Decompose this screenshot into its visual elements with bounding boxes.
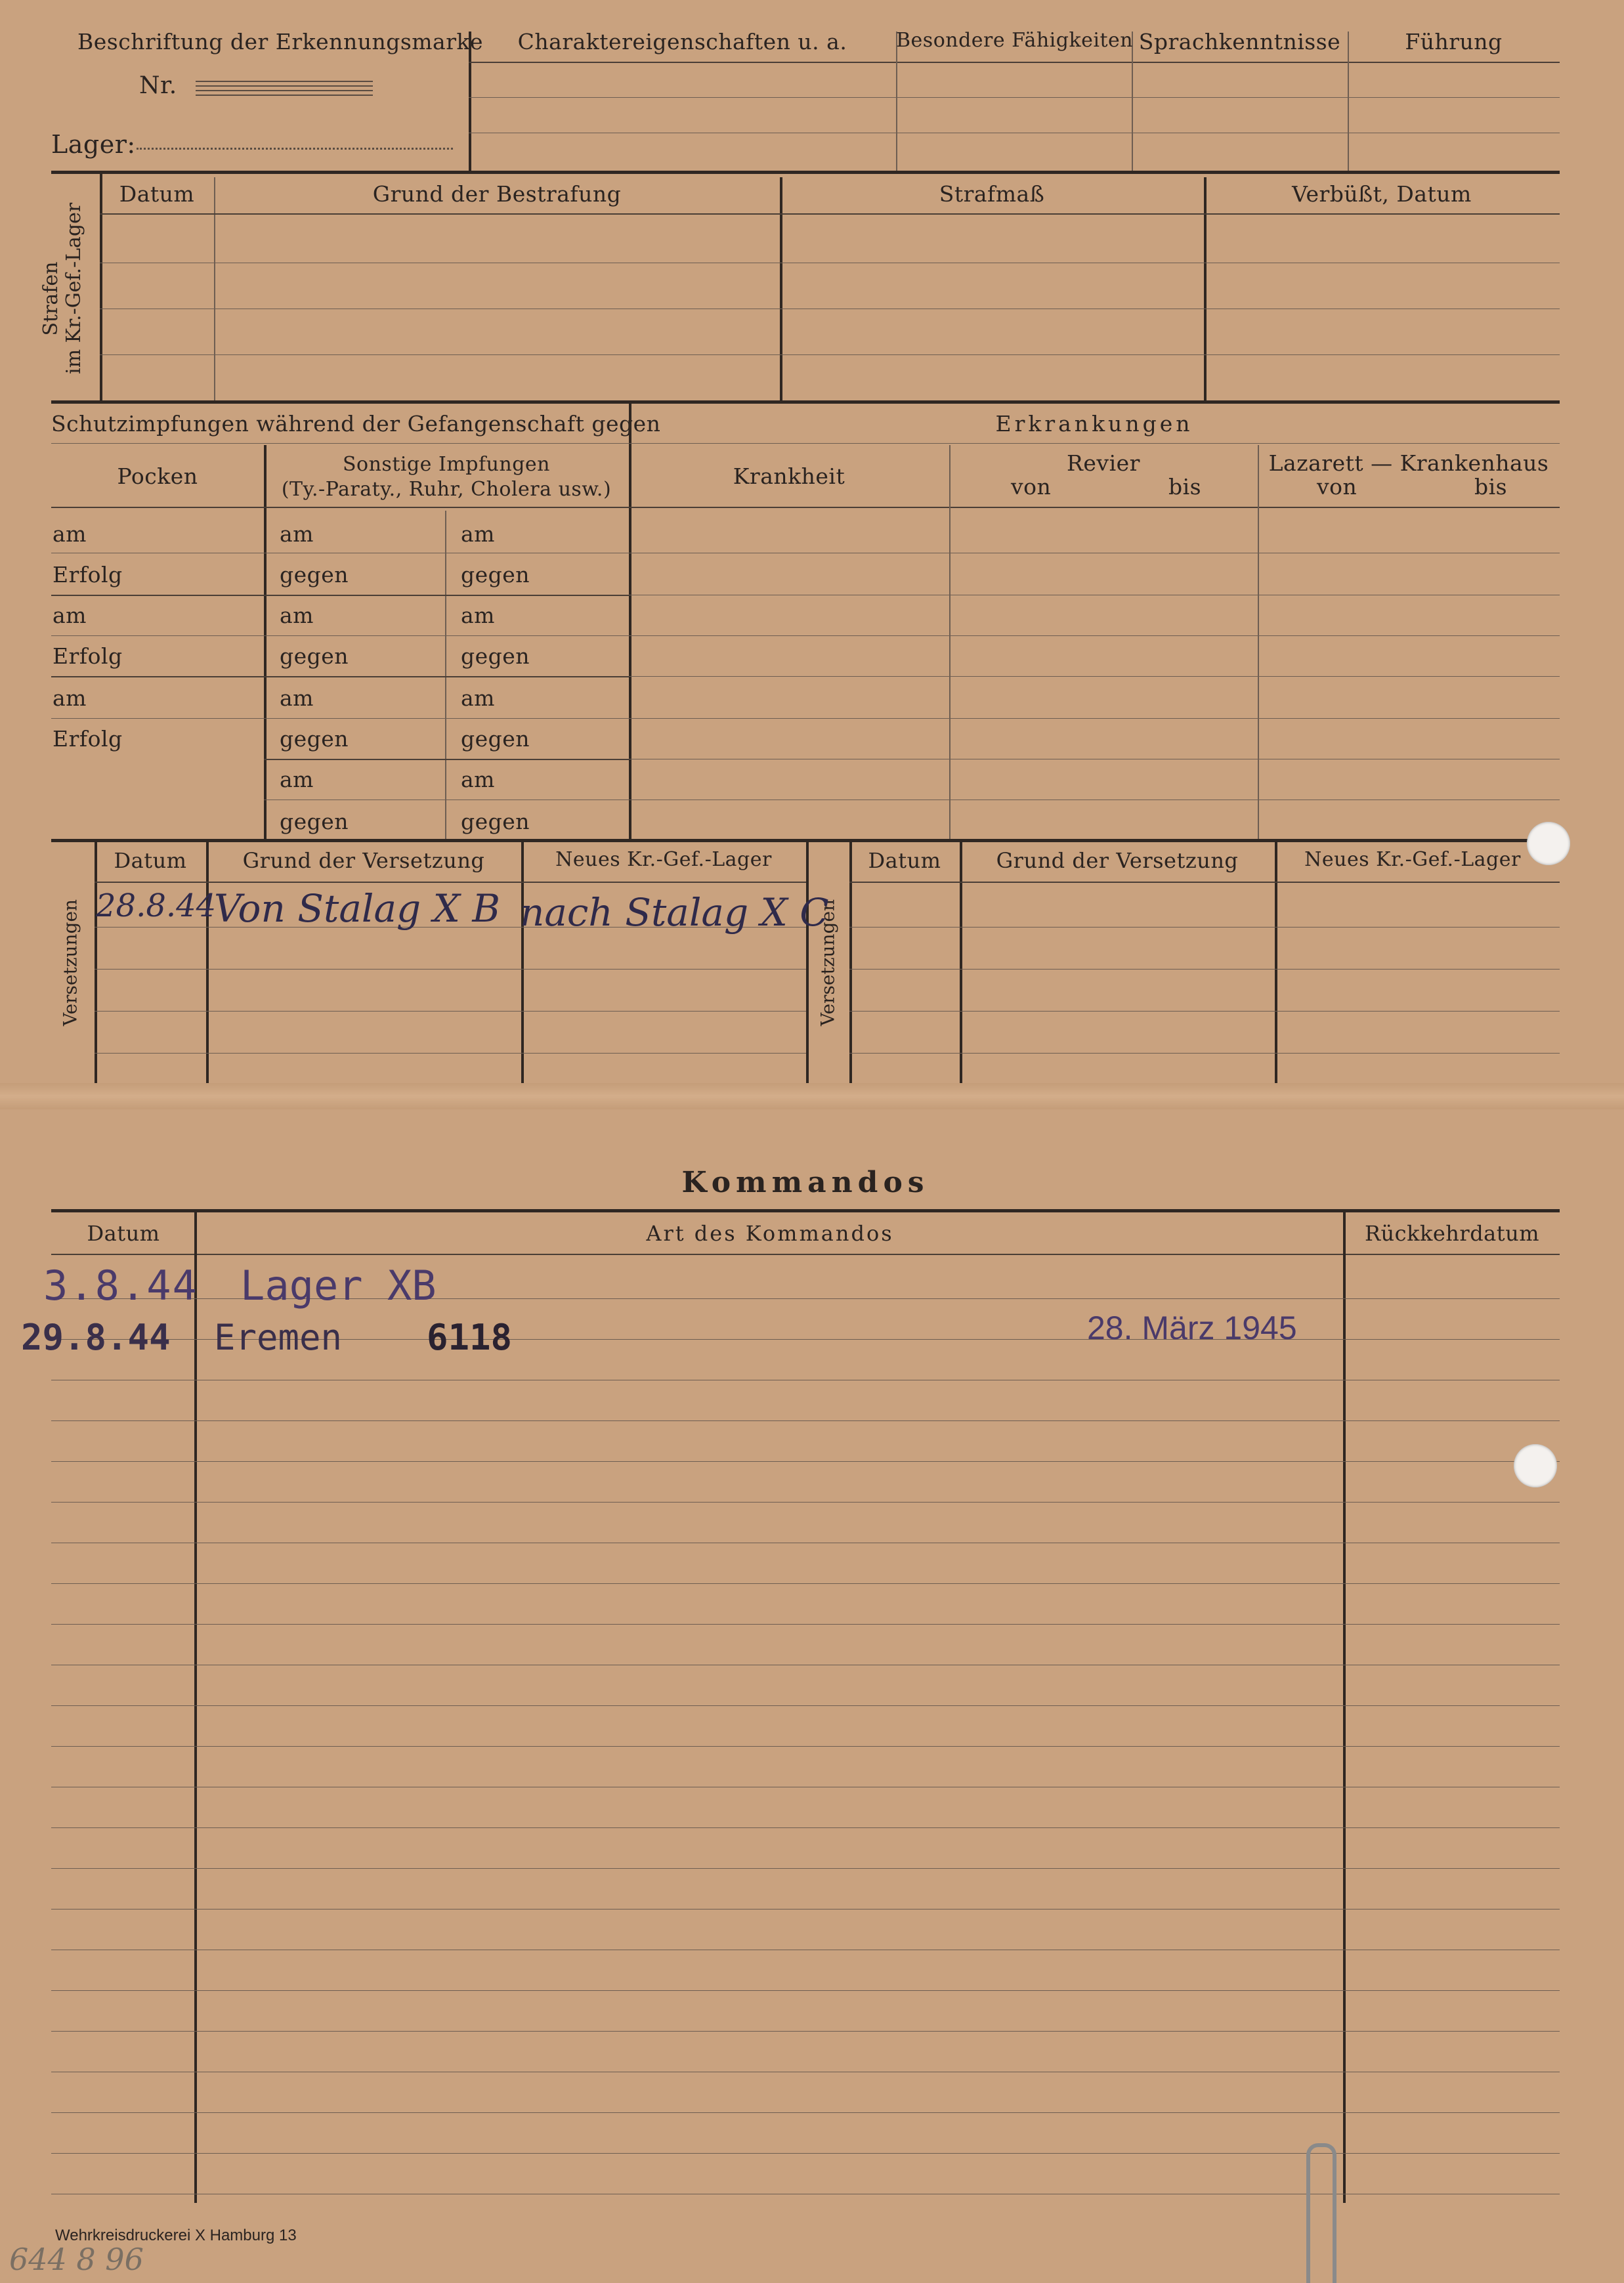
lager-label: Lager:: [51, 130, 136, 159]
lager-field[interactable]: [137, 148, 453, 150]
versetzungen-side-label-left: Versetzungen: [59, 899, 81, 1027]
printer-imprint: Wehrkreisdruckerei X Hamburg 13: [55, 2227, 297, 2244]
kommandos-rule-line: [51, 1990, 1560, 1991]
col-faehigkeiten: Besondere Fähigkeiten: [896, 29, 1134, 52]
versetzung-grund-1: Von Stalag X B: [214, 886, 500, 931]
punch-hole-top: [1527, 822, 1570, 865]
paper-clip: [1306, 2143, 1336, 2283]
fold-line: [0, 1083, 1624, 1109]
kommando-art-2: Eremen: [214, 1317, 343, 1358]
sonstige-gegen: gegen: [280, 643, 349, 669]
kommandos-col-datum: Datum: [87, 1221, 160, 1246]
versetzungen-side-label-right: Versetzungen: [817, 899, 839, 1027]
sonstige-gegen: gegen: [461, 726, 530, 752]
sonstige-am: am: [280, 685, 314, 711]
kommandos-rule-line: [51, 1583, 1560, 1584]
sonstige-gegen: gegen: [280, 726, 349, 752]
strafen-col-verbuesst: Verbüßt, Datum: [1292, 181, 1472, 207]
sonstige-am: am: [461, 603, 495, 628]
pocken-am: am: [53, 521, 87, 547]
revier-label: Revier: [1067, 450, 1140, 476]
revier-von: von: [1011, 474, 1052, 500]
kommandos-rule-line: [51, 2031, 1560, 2032]
marke-label: Beschriftung der Erkennungsmarke: [77, 29, 484, 54]
kommandos-rule-line: [51, 1868, 1560, 1869]
kommando-nummer-2: 6118: [427, 1317, 513, 1358]
sonstige-label-2: (Ty.-Paraty., Ruhr, Cholera usw.): [281, 478, 612, 501]
versetzung-col-grund-2: Grund der Versetzung: [996, 848, 1239, 873]
kommandos-rule-line: [51, 1705, 1560, 1706]
kommandos-col-rueckkehr: Rückkehrdatum: [1364, 1221, 1540, 1246]
nr-label: Nr.: [139, 72, 177, 99]
kommandos-rule-line: [51, 1461, 1560, 1462]
kommando-datum-2: 29.8.44: [21, 1317, 171, 1358]
lazarett-bis: bis: [1474, 474, 1508, 500]
strafen-col-datum: Datum: [119, 181, 195, 207]
sonstige-gegen: gegen: [461, 809, 530, 834]
sonstige-am: am: [280, 521, 314, 547]
sonstige-label-1: Sonstige Impfungen: [342, 453, 550, 476]
krankheit-label: Krankheit: [733, 463, 845, 489]
sonstige-am: am: [461, 685, 495, 711]
strafen-side-label: Strafen im Kr.-Gef.-Lager: [39, 202, 85, 374]
strafen-col-strafmass: Strafmaß: [939, 181, 1045, 207]
erkrankungen-title: Erkrankungen: [995, 411, 1193, 437]
lazarett-label: Lazarett — Krankenhaus: [1268, 450, 1549, 476]
kommandos-title: Kommandos: [681, 1166, 930, 1199]
kommandos-rule-line: [51, 1909, 1560, 1910]
col-sprachen: Sprachkenntnisse: [1138, 29, 1341, 54]
sonstige-gegen: gegen: [280, 809, 349, 834]
impfungen-title: Schutzimpfungen während der Gefangenschaft gegen: [51, 411, 661, 437]
kommandos-rule-line: [51, 1746, 1560, 1747]
kommando-datum-1: 3.8.44: [43, 1262, 198, 1310]
pocken-erfolg: Erfolg: [53, 562, 123, 587]
versetzung-col-datum: Datum: [114, 848, 187, 873]
versetzung-datum-1: 28.8.44: [96, 887, 217, 924]
sonstige-am: am: [461, 767, 495, 792]
kommandos-col-art: Art des Kommandos: [646, 1221, 894, 1246]
versetzung-lager-1: nach Stalag X C: [520, 890, 829, 935]
revier-bis: bis: [1168, 474, 1202, 500]
kommandos-rule-line: [51, 1827, 1560, 1828]
lazarett-von: von: [1317, 474, 1357, 500]
pocken-am: am: [53, 603, 87, 628]
pocken-am: am: [53, 685, 87, 711]
pocken-erfolg: Erfolg: [53, 643, 123, 669]
pencil-note: 644 8 96: [9, 2242, 144, 2277]
kommandos-rule-line: [51, 1502, 1560, 1503]
kommandos-rule-line: [51, 2112, 1560, 2113]
sonstige-am: am: [280, 767, 314, 792]
pocken-erfolg: Erfolg: [53, 726, 123, 752]
kommando-rueckkehr-2: 28. März 1945: [1087, 1310, 1297, 1346]
sonstige-gegen: gegen: [461, 562, 530, 587]
sonstige-am: am: [280, 603, 314, 628]
pocken-label: Pocken: [117, 463, 198, 489]
versetzung-col-datum-2: Datum: [868, 848, 941, 873]
col-fuehrung: Führung: [1405, 29, 1503, 54]
versetzung-col-lager: Neues Kr.-Gef.-Lager: [555, 848, 772, 871]
sonstige-gegen: gegen: [280, 562, 349, 587]
versetzung-col-lager-2: Neues Kr.-Gef.-Lager: [1304, 848, 1521, 871]
sonstige-am: am: [461, 521, 495, 547]
kommandos-rule-line: [51, 1420, 1560, 1421]
nr-field[interactable]: [196, 77, 373, 98]
versetzung-col-grund: Grund der Versetzung: [242, 848, 485, 873]
kommandos-rule-line: [51, 1624, 1560, 1625]
strafen-col-grund: Grund der Bestrafung: [372, 181, 622, 207]
kommando-art-1: Lager XB: [240, 1262, 437, 1310]
sonstige-gegen: gegen: [461, 643, 530, 669]
col-charakter: Charaktereigenschaften u. a.: [517, 29, 847, 54]
punch-hole-bottom: [1514, 1444, 1557, 1487]
